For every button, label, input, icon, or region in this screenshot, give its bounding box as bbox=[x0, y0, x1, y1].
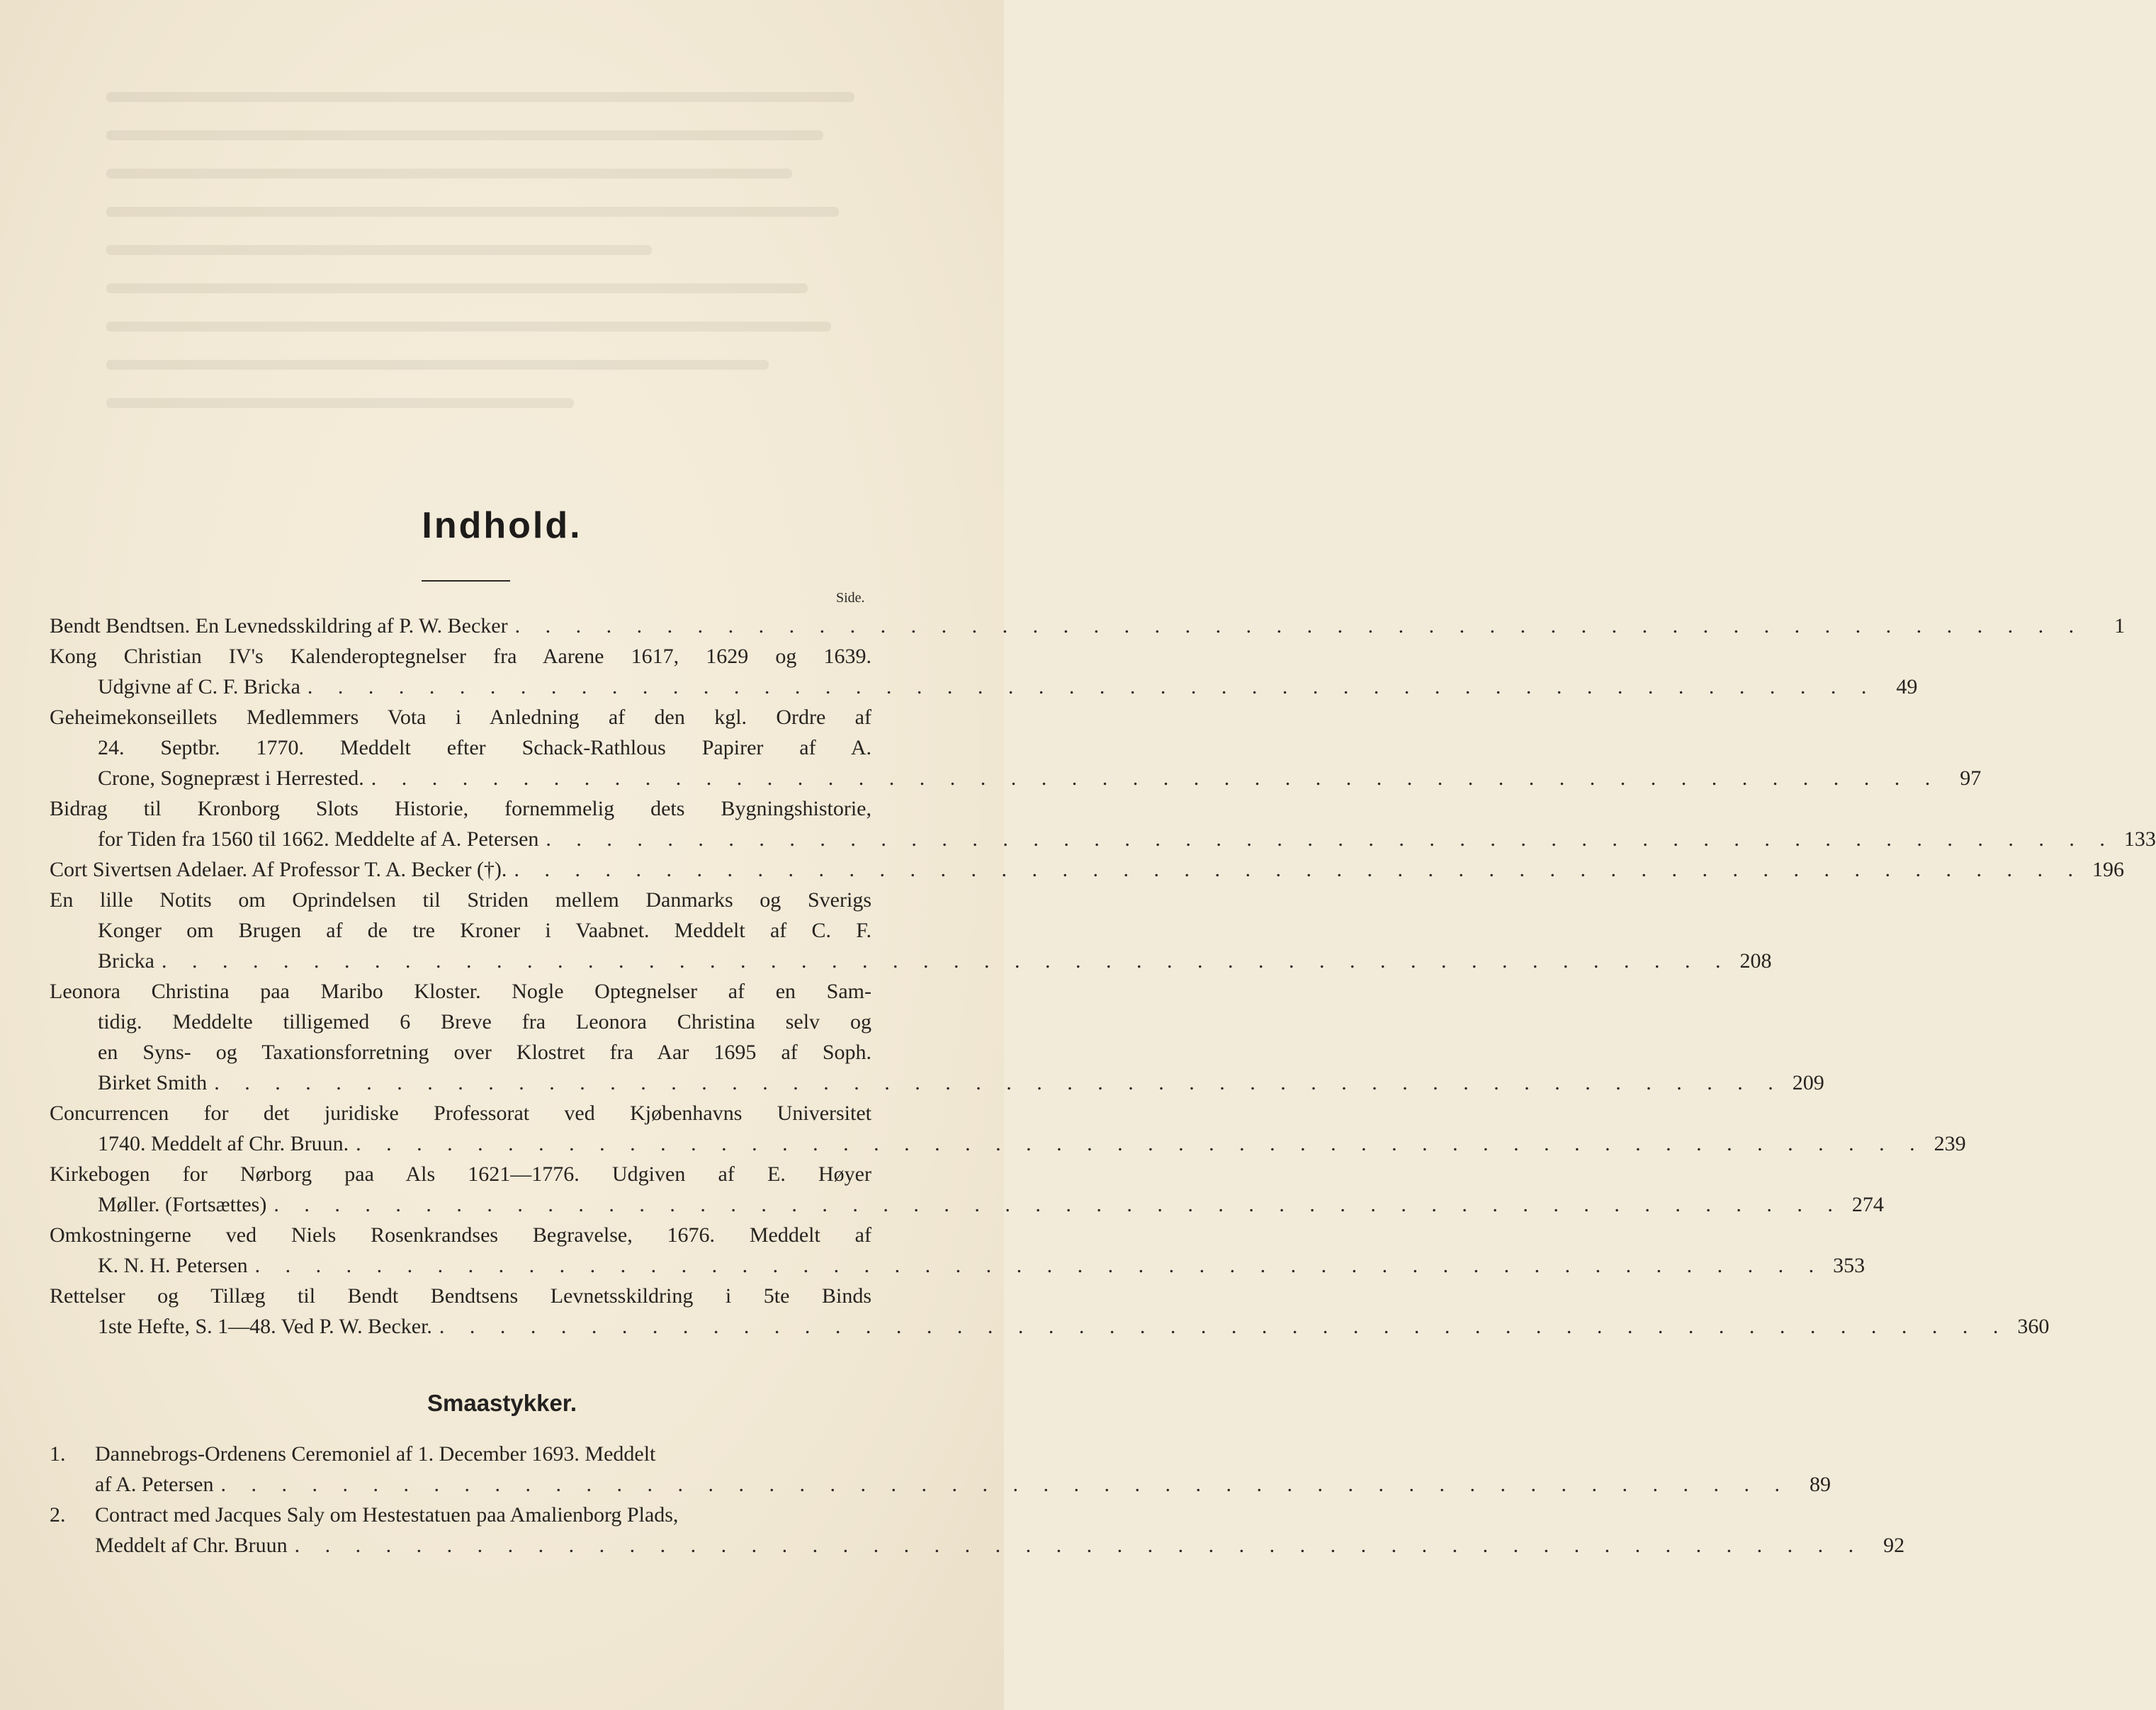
page-number: 196 bbox=[2092, 858, 2124, 881]
dot-leader: . . . . . . . . . . . . . . . . . . . . . . . . . . . . . . . . . . . . . . . . . . . . . . . . . . . . bbox=[254, 1254, 1824, 1277]
toc-entry-last-line bbox=[50, 763, 1982, 793]
toc-entry-last-line bbox=[50, 1189, 1884, 1220]
toc-entry-last-line bbox=[50, 854, 2124, 885]
toc-entry bbox=[50, 1281, 2050, 1342]
title-rule bbox=[422, 580, 510, 582]
toc-entry-line bbox=[50, 1500, 871, 1530]
toc-entry-last-line bbox=[50, 1128, 1966, 1159]
toc-entry-text: 1ste Hefte, S. 1—48. Ved P. W. Becker. bbox=[98, 1315, 432, 1338]
item-number: 1. bbox=[50, 1442, 66, 1466]
toc-entry bbox=[50, 885, 1772, 976]
toc-entry bbox=[50, 1220, 1866, 1281]
toc-entry-last-line bbox=[50, 611, 2126, 641]
toc-entry-line bbox=[50, 702, 871, 732]
toc-entry-text: Concurrencen for det juridiske Professorat ved Kjøbenhavns Universitet bbox=[50, 1102, 871, 1125]
page-number: 209 bbox=[1792, 1071, 1824, 1094]
toc-entry-text: en Syns- og Taxationsforretning over Klostret fra Aar 1695 af Soph. bbox=[98, 1041, 871, 1064]
page-title: Indhold. bbox=[422, 505, 582, 546]
toc-entry-last-line bbox=[50, 1311, 2050, 1342]
toc-entry bbox=[50, 1500, 1905, 1561]
toc-entry-text: Møller. (Fortsættes) bbox=[98, 1193, 267, 1216]
section-heading-smaastykker: Smaastykker. bbox=[427, 1390, 577, 1416]
toc-entry-text: 24. Septbr. 1770. Meddelt efter Schack-Rathlous Papirer af A. bbox=[98, 736, 871, 759]
dot-leader: . . . . . . . . . . . . . . . . . . . . . . . . . . . . . . . . . . . . . . . . . . . . . . . . . . . . bbox=[307, 675, 1877, 698]
dot-leader: . . . . . . . . . . . . . . . . . . . . . . . . . . . . . . . . . . . . . . . . . . . . . . . . . . . . bbox=[371, 766, 1941, 790]
side-column-label: Side. bbox=[836, 590, 865, 606]
item-number: 2. bbox=[50, 1503, 66, 1527]
toc-entry bbox=[50, 793, 2156, 854]
toc-entry-last-line bbox=[50, 672, 1918, 702]
dot-leader: . . . . . . . . . . . . . . . . . . . . . . . . . . . . . . . . . . . . . . . . . . . . . . . . . . . . bbox=[356, 1132, 1925, 1155]
toc-entry bbox=[50, 702, 1982, 793]
toc-entry-text: Kirkebogen for Nørborg paa Als 1621—1776. Udgiven af E. Høyer bbox=[50, 1162, 871, 1186]
toc-entry-text: Udgivne af C. F. Bricka bbox=[98, 675, 300, 698]
page-number: 1 bbox=[2114, 614, 2126, 638]
page-number: 239 bbox=[1934, 1132, 1966, 1155]
dot-leader: . . . . . . . . . . . . . . . . . . . . . . . . . . . . . . . . . . . . . . . . . . . . . . . . . . . . bbox=[294, 1534, 1864, 1557]
bleed-through-text bbox=[106, 92, 886, 489]
dot-leader: . . . . . . . . . . . . . . . . . . . . . . . . . . . . . . . . . . . . . . . . . . . . . . . . . . . . bbox=[273, 1193, 1843, 1216]
toc-entry-line bbox=[50, 1159, 871, 1189]
page-number: 274 bbox=[1851, 1193, 1884, 1216]
toc-entry-line bbox=[50, 1098, 871, 1128]
toc-entry-text: Bidrag til Kronborg Slots Historie, fornemmelig dets Bygningshistorie, bbox=[50, 797, 871, 820]
toc-entry bbox=[50, 854, 2124, 885]
toc-entry-text: tidig. Meddelte tilligemed 6 Breve fra Leonora Christina selv og bbox=[98, 1010, 871, 1034]
page-number: 208 bbox=[1739, 949, 1772, 973]
toc-entry-text: Crone, Sognepræst i Herrested. bbox=[98, 766, 364, 790]
toc-entry-last-line bbox=[50, 1068, 1824, 1098]
toc-entry-line bbox=[50, 885, 871, 915]
toc-entry-text: Konger om Brugen af de tre Kroner i Vaabnet. Meddelt af C. F. bbox=[98, 919, 871, 942]
toc-entry-line bbox=[50, 1037, 871, 1068]
toc-entry bbox=[50, 1439, 1831, 1500]
toc-entry bbox=[50, 1098, 1966, 1159]
toc-entry-line bbox=[50, 976, 871, 1007]
toc-entry-last-line bbox=[50, 946, 1772, 976]
toc-entry bbox=[50, 976, 1824, 1098]
toc-entry-text: for Tiden fra 1560 til 1662. Meddelte af A. Petersen bbox=[98, 827, 539, 851]
page-number: 353 bbox=[1833, 1254, 1866, 1277]
toc-entry-last-line bbox=[50, 1530, 1905, 1561]
toc-entry-text: Rettelser og Tillæg til Bendt Bendtsens Levnetsskildring i 5te Binds bbox=[50, 1284, 871, 1308]
toc-entry-text: Geheimekonseillets Medlemmers Vota i Anledning af den kgl. Ordre af bbox=[50, 706, 871, 729]
page-number: 97 bbox=[1960, 766, 1982, 790]
page-number: 92 bbox=[1883, 1534, 1905, 1557]
toc-entry-text: K. N. H. Petersen bbox=[98, 1254, 248, 1277]
toc-entry-line bbox=[50, 915, 871, 946]
toc-entry-text: Omkostningerne ved Niels Rosenkrandses Begravelse, 1676. Meddelt af bbox=[50, 1223, 871, 1247]
dot-leader: . . . . . . . . . . . . . . . . . . . . . . . . . . . . . . . . . . . . . . . . . . . . . . . . . . . . bbox=[161, 949, 1731, 973]
toc-entry-line bbox=[50, 1439, 871, 1469]
toc-entry-text: Bricka bbox=[98, 949, 154, 973]
dot-leader: . . . . . . . . . . . . . . . . . . . . . . . . . . . . . . . . . . . . . . . . . . . . . . . . . . . . bbox=[214, 1071, 1783, 1094]
toc-entry-line bbox=[50, 1220, 871, 1250]
toc-entry bbox=[50, 1159, 1884, 1220]
toc-entry-last-line bbox=[50, 824, 2156, 854]
toc-entry-text: 1740. Meddelt af Chr. Bruun. bbox=[98, 1132, 349, 1155]
toc-entry bbox=[50, 611, 2126, 641]
page-number: 89 bbox=[1809, 1473, 1831, 1496]
toc-entry-last-line bbox=[50, 1250, 1866, 1281]
toc-entry-text: Kong Christian IV's Kalenderoptegnelser fra Aarene 1617, 1629 og 1639. bbox=[50, 645, 871, 668]
toc-entry-text: Bendt Bendtsen. En Levnedsskildring af P. W. Becker bbox=[50, 614, 508, 638]
toc-entry-text: Dannebrogs-Ordenens Ceremoniel af 1. December 1693. Meddelt bbox=[95, 1442, 656, 1466]
page-number: 49 bbox=[1896, 675, 1918, 698]
toc-entry-line bbox=[50, 1281, 871, 1311]
dot-leader: . . . . . . . . . . . . . . . . . . . . . . . . . . . . . . . . . . . . . . . . . . . . . . . . . . . . bbox=[220, 1473, 1790, 1496]
toc-entry-line bbox=[50, 732, 871, 763]
table-of-contents bbox=[50, 611, 2156, 1342]
toc-entry-line bbox=[50, 1007, 871, 1037]
page-number: 133 bbox=[2123, 827, 2156, 851]
page-number: 360 bbox=[2017, 1315, 2050, 1338]
toc-entry-text: Contract med Jacques Saly om Hestestatuen paa Amalienborg Plads, bbox=[95, 1503, 679, 1527]
dot-leader: . . . . . . . . . . . . . . . . . . . . . . . . . . . . . . . . . . . . . . . . . . . . . . . . . . . . bbox=[514, 614, 2084, 638]
dot-leader: . . . . . . . . . . . . . . . . . . . . . . . . . . . . . . . . . . . . . . . . . . . . . . . . . . . . bbox=[439, 1315, 2009, 1338]
toc-entry-text: af A. Petersen bbox=[95, 1473, 214, 1496]
toc-entry-last-line bbox=[50, 1469, 1831, 1500]
toc-entry bbox=[50, 641, 1918, 702]
toc-entry-text: Leonora Christina paa Maribo Kloster. Nogle Optegnelser af en Sam- bbox=[50, 980, 871, 1003]
toc-entry-line bbox=[50, 793, 871, 824]
dot-leader: . . . . . . . . . . . . . . . . . . . . . . . . . . . . . . . . . . . . . . . . . . . . . . . . . . . . bbox=[514, 858, 2083, 881]
toc-entry-text: Meddelt af Chr. Bruun bbox=[95, 1534, 288, 1557]
toc-entry-text: Birket Smith bbox=[98, 1071, 208, 1094]
toc-entry-text: En lille Notits om Oprindelsen til Striden mellem Danmarks og Sverigs bbox=[50, 888, 871, 912]
dot-leader: . . . . . . . . . . . . . . . . . . . . . . . . . . . . . . . . . . . . . . . . . . . . . . . . . . . . bbox=[546, 827, 2115, 851]
toc-entry-line bbox=[50, 641, 871, 672]
smaastykker-list bbox=[50, 1439, 1905, 1561]
toc-entry-text: Cort Sivertsen Adelaer. Af Professor T. A. Becker (†). bbox=[50, 858, 507, 881]
